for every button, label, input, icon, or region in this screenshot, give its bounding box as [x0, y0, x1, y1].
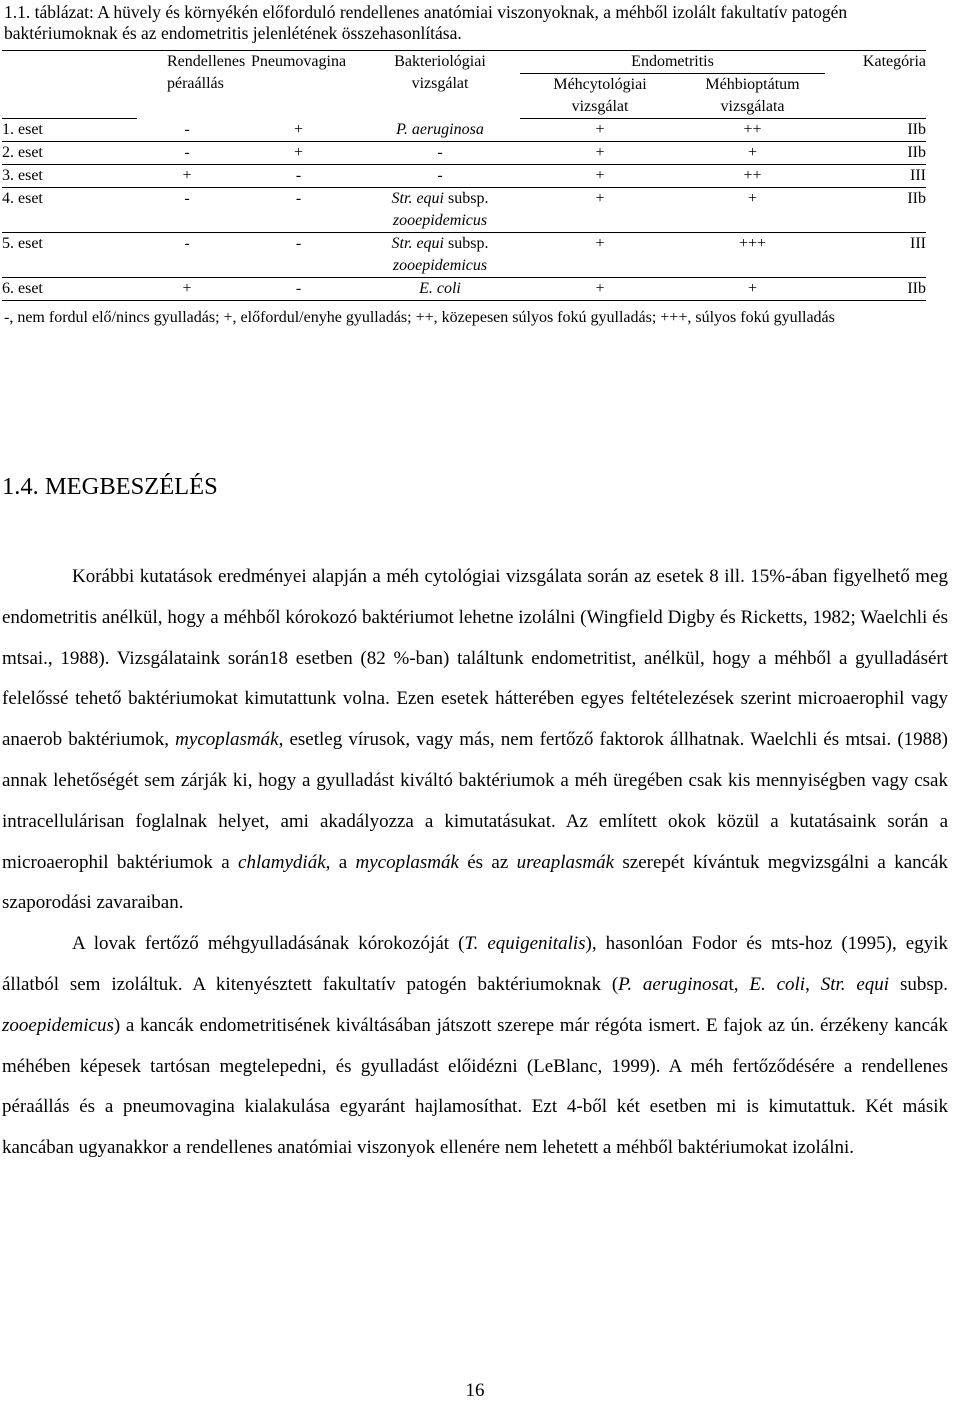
category-cell: IIb [825, 119, 926, 142]
body-text [2, 557, 948, 1169]
header-rendellenes: Rendellenes péraállás [137, 51, 237, 119]
bacteria-cell: - [360, 165, 520, 188]
biopsy-cell: + [680, 278, 825, 301]
table-row [2, 165, 926, 188]
biopsy-cell: ++ [680, 119, 825, 142]
section-title: 1.4. MEGBESZÉLÉS [2, 473, 218, 500]
category-cell: III [825, 165, 926, 188]
bacteria-cell: E. coli [360, 278, 520, 301]
biopsy-cell: + [680, 142, 825, 165]
table-row [2, 188, 926, 233]
paragraph-2: A lovak fertőző méhgyulladásának kórokozóját (T. equigenitalis), hasonlóan Fodor és mts-hoz (1995), egyik állatból sem izoláltuk. A kitenyésztett fakultatív patogén baktériumoknak (P. aeruginosat, E. coli, Str. equi subsp. zooepidemicus) a kancák endometritisének kiváltásában játszott szerepe már régóta ismert. E fajok az ún. érzékeny kancák méhében képesek tartósan megtelepedni, és gyulladást előidézni (LeBlanc, 1999). A méh fertőződésére a rendellenes péraállás és a pneumovagina kialakulása egyaránt hajlamosíthat. Ezt 4-ből két esetben mi is kimutattuk. Két másik kancában ugyanakkor a rendellenes anatómiai viszonyok ellenére nem lehetett a méhből baktériumokat izolálni. [2, 933, 948, 1159]
rendellenes-cell: + [137, 165, 237, 188]
paragraph-1: Korábbi kutatások eredményei alapján a méh cytológiai vizsgálata során az esetek 8 ill. 15%-ában figyelhető meg endometritis anélkül, hogy a méhből kórokozó baktériumot lehetne izolálni (Wingfield Digby és Ricketts, 1982; Waelchli és mtsai., 1988). Vizsgálataink során18 esetben (82 %-ban) találtunk endometritist, anélkül, hogy a méhből a gyulladásért felelőssé tehető baktériumokat kimutattunk volna. Ezen esetek hátterében egyes feltételezések szerint microaerophil vagy anaerob baktériumok, mycoplasmák, esetleg vírusok, vagy más, nem fertőző faktorok állhatnak. Waelchli és mtsai. (1988) annak lehetőségét sem zárják ki, hogy a gyulladást kiváltó baktériumok a méh üregében csak kis mennyiségben vagy csak intracellulárisan foglalnak helyet, ami akadályozza a kimutatásukat. Az említett okok közül a kutatásaink során a microaerophil baktériumok a chlamydiák, a mycoplasmák és az ureaplasmák szerepét kívántuk megvizsgálni a kancák szaporodási zavaraiban. [2, 566, 949, 914]
eset-cell: 6. eset [2, 278, 137, 301]
pneumovagina-cell: - [237, 188, 360, 233]
comparison-table [2, 50, 926, 301]
category-cell: III [825, 233, 926, 278]
pneumovagina-cell: - [237, 278, 360, 301]
category-cell: IIb [825, 142, 926, 165]
pneumovagina-cell: - [237, 165, 360, 188]
pneumovagina-cell: + [237, 119, 360, 142]
header-kategoria: Kategória [825, 51, 926, 74]
rendellenes-cell: + [137, 278, 237, 301]
pneumovagina-cell: + [237, 142, 360, 165]
table-legend: -, nem fordul elő/nincs gyulladás; +, előfordul/enyhe gyulladás; ++, közepesen súlyos fokú gyulladás; +++, súlyos fokú gyulladás [4, 309, 835, 326]
category-cell: IIb [825, 278, 926, 301]
header-bakteriologiai: Bakteriológiai vizsgálat [360, 51, 520, 119]
rendellenes-cell: - [137, 233, 237, 278]
bacteria-cell: P. aeruginosa [360, 119, 520, 142]
header-pneumovagina: Pneumovagina [237, 51, 360, 119]
bacteria-cell: Str. equi subsp. zooepidemicus [360, 188, 520, 233]
cytology-cell: + [520, 188, 680, 233]
rendellenes-cell: - [137, 188, 237, 233]
table-header-row [2, 51, 926, 74]
table-row [2, 142, 926, 165]
table-row [2, 119, 926, 142]
cytology-cell: + [520, 165, 680, 188]
page-number: 16 [465, 1380, 485, 1401]
cytology-cell: + [520, 142, 680, 165]
header-mehcytologiai: Méhcytológiai vizsgálat [520, 74, 680, 119]
category-cell: IIb [825, 188, 926, 233]
cytology-cell: + [520, 278, 680, 301]
table-row [2, 233, 926, 278]
eset-cell: 2. eset [2, 142, 137, 165]
eset-cell: 3. eset [2, 165, 137, 188]
biopsy-cell: + [680, 188, 825, 233]
biopsy-cell: +++ [680, 233, 825, 278]
eset-cell: 1. eset [2, 119, 137, 142]
header-endometritis: Endometritis [520, 51, 825, 74]
table-row [2, 278, 926, 301]
eset-cell: 4. eset [2, 188, 137, 233]
pneumovagina-cell: - [237, 233, 360, 278]
eset-cell: 5. eset [2, 233, 137, 278]
bacteria-cell: - [360, 142, 520, 165]
rendellenes-cell: - [137, 142, 237, 165]
rendellenes-cell: - [137, 119, 237, 142]
bacteria-cell: Str. equi subsp. zooepidemicus [360, 233, 520, 278]
biopsy-cell: ++ [680, 165, 825, 188]
cytology-cell: + [520, 233, 680, 278]
cytology-cell: + [520, 119, 680, 142]
header-mehbioptatum: Méhbioptátum vizsgálata [680, 74, 825, 119]
table-caption: 1.1. táblázat: A hüvely és környékén előforduló rendellenes anatómiai viszonyoknak, a méhből izolált fakultatív patogén baktériumoknak és az endometritis jelenlétének összehasonlítása. [4, 2, 848, 43]
